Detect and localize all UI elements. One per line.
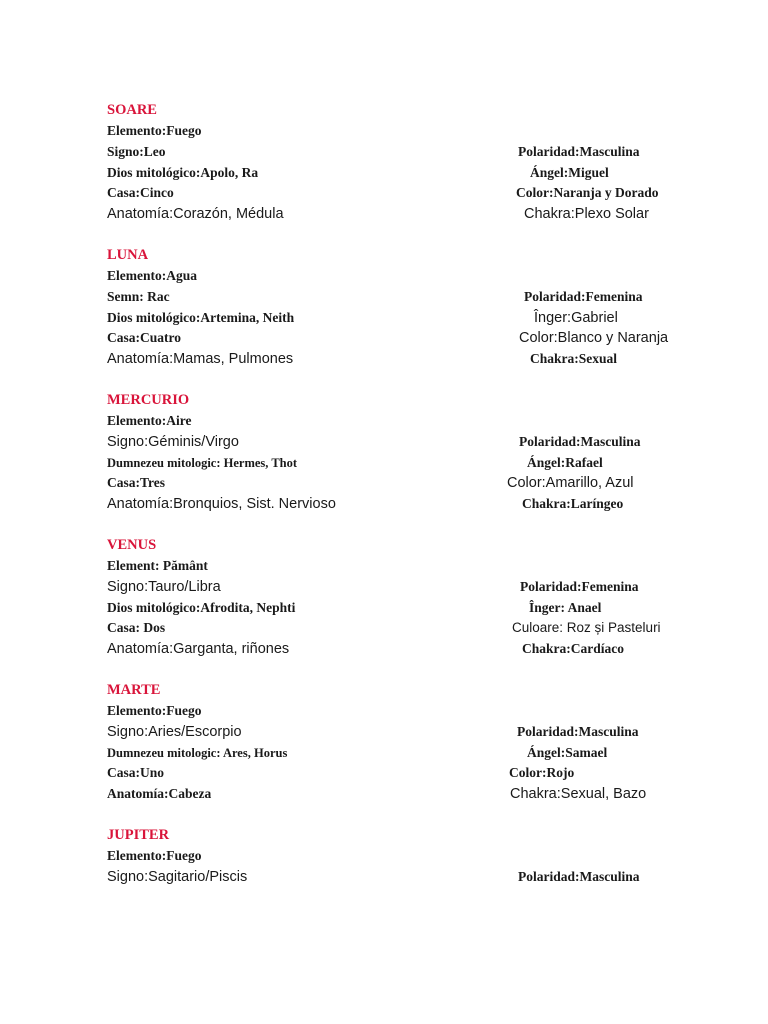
attribute-left: Signo:Tauro/Libra: [107, 578, 221, 595]
attribute-row: [0, 184, 768, 205]
attribute-row: [0, 205, 768, 226]
attribute-left: Casa:Cinco: [107, 185, 174, 201]
attribute-left: Elemento:Fuego: [107, 123, 202, 138]
attribute-right: Înger:Gabriel: [534, 309, 618, 326]
attribute-left: Anatomía:Corazón, Médula: [107, 206, 284, 223]
attribute-left: Elemento:Fuego: [107, 848, 202, 863]
attribute-left: Casa:Cuatro: [107, 330, 181, 346]
attribute-left: Anatomía:Garganta, riñones: [107, 641, 290, 658]
attribute-left: Dios mitológico:Artemina, Neith: [107, 309, 295, 325]
attribute-row: [0, 702, 768, 723]
attribute-row: [0, 267, 768, 288]
section-heading: MERCURIO: [107, 392, 190, 408]
attribute-left: Casa:Uno: [107, 765, 165, 781]
attribute-row: [0, 164, 768, 185]
attribute-right: Polaridad:Femenina: [520, 578, 639, 594]
attribute-left: Elemento:Agua: [107, 268, 197, 283]
attribute-right: Chakra:Plexo Solar: [524, 206, 649, 223]
section-heading: VENUS: [107, 537, 157, 553]
attribute-row: [0, 557, 768, 578]
attribute-right: Chakra:Sexual, Bazo: [510, 786, 647, 803]
attribute-row: [0, 495, 768, 516]
attribute-row: [0, 474, 768, 495]
attribute-row: [0, 764, 768, 785]
attribute-right: Color:Blanco y Naranja: [519, 330, 669, 347]
attribute-right: Color:Amarillo, Azul: [507, 475, 634, 492]
attribute-left: Dios mitológico:Apolo, Ra: [107, 164, 259, 180]
attribute-right: Polaridad:Masculina: [517, 723, 639, 739]
attribute-right: Înger: Anael: [529, 599, 602, 615]
attribute-row: [0, 723, 768, 744]
attribute-row: [0, 785, 768, 806]
attribute-left: Casa: Dos: [107, 620, 166, 636]
attribute-row: [0, 309, 768, 330]
section-heading: MARTE: [107, 682, 161, 698]
section-heading: SOARE: [107, 102, 157, 118]
attribute-right: Polaridad:Masculina: [518, 143, 640, 159]
attribute-right: Color:Naranja y Dorado: [516, 185, 659, 201]
section-heading: LUNA: [107, 247, 149, 263]
attribute-right: Chakra:Sexual: [530, 351, 618, 367]
section-heading: JUPITER: [107, 827, 170, 843]
attribute-row: [0, 122, 768, 143]
attribute-left: Signo:Sagitario/Piscis: [107, 868, 248, 885]
attribute-left: Dumnezeu mitologic: Hermes, Thot: [107, 455, 298, 470]
attribute-row: [0, 143, 768, 164]
attribute-left: Casa:Tres: [107, 475, 165, 491]
attribute-left: Anatomía:Cabeza: [107, 786, 212, 802]
attribute-right: Ángel:Rafael: [527, 454, 603, 470]
attribute-right: Polaridad:Femenina: [524, 288, 643, 304]
attribute-right: Color:Rojo: [509, 765, 575, 781]
attribute-left: Anatomía:Mamas, Pulmones: [107, 351, 294, 368]
attribute-row: [0, 350, 768, 371]
attribute-row: [0, 412, 768, 433]
attribute-row: [0, 454, 768, 475]
attribute-row: [0, 329, 768, 350]
attribute-left: Elemento:Fuego: [107, 703, 202, 718]
attribute-row: [0, 847, 768, 868]
attribute-row: [0, 599, 768, 620]
attribute-row: [0, 868, 768, 889]
attribute-right: Culoare: Roz și Pasteluri: [512, 620, 661, 636]
attribute-left: Element: Pământ: [107, 558, 208, 573]
attribute-row: [0, 578, 768, 599]
attribute-row: [0, 288, 768, 309]
attribute-left: Anatomía:Bronquios, Sist. Nervioso: [107, 496, 336, 513]
attribute-left: Dios mitológico:Afrodita, Nephti: [107, 599, 296, 615]
attribute-left: Elemento:Aire: [107, 413, 192, 428]
attribute-left: Signo:Aries/Escorpio: [107, 723, 242, 740]
attribute-left: Signo:Géminis/Virgo: [107, 433, 239, 450]
attribute-left: Semn: Rac: [107, 288, 170, 304]
attribute-right: Polaridad:Masculina: [519, 433, 641, 449]
attribute-right: Ángel:Miguel: [530, 164, 609, 180]
attribute-row: [0, 744, 768, 765]
attribute-row: [0, 433, 768, 454]
attribute-right: Ángel:Samael: [527, 744, 608, 760]
attribute-right: Polaridad:Masculina: [518, 868, 640, 884]
attribute-right: Chakra:Cardíaco: [522, 641, 624, 657]
attribute-right: Chakra:Laríngeo: [522, 496, 624, 512]
attribute-row: [0, 619, 768, 640]
attribute-row: [0, 640, 768, 661]
attribute-left: Dumnezeu mitologic: Ares, Horus: [107, 745, 288, 760]
attribute-left: Signo:Leo: [107, 143, 166, 159]
